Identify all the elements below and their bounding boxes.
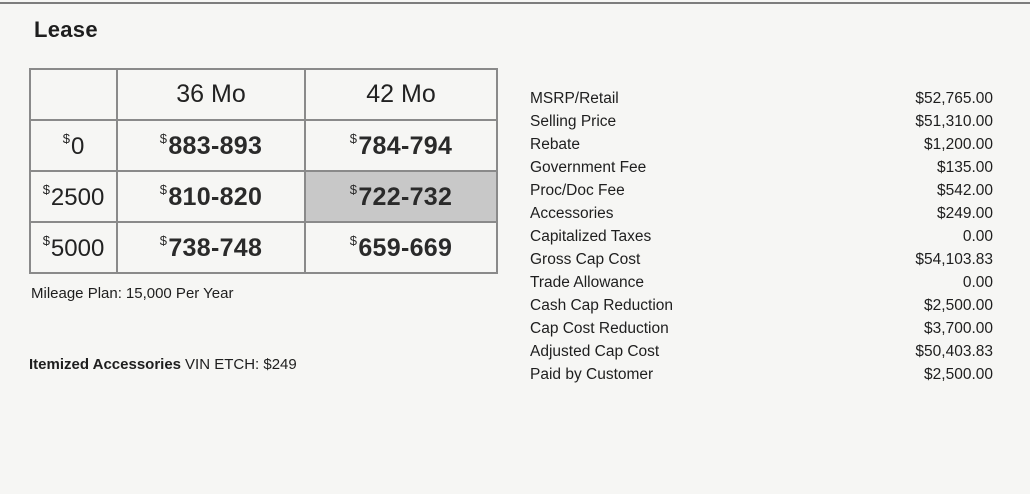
summary-row: [530, 363, 993, 386]
summary-value: $135.00: [936, 159, 993, 176]
summary-value: $2,500.00: [924, 297, 993, 314]
summary-row: [530, 271, 993, 294]
summary-row: [530, 225, 993, 248]
summary-row: [530, 110, 993, 133]
down-payment-cell: [30, 171, 117, 222]
summary-label: Paid by Customer: [530, 366, 654, 383]
payment-range: 738-748: [168, 233, 263, 262]
summary-label: Capitalized Taxes: [530, 228, 652, 245]
cost-summary: [530, 87, 993, 386]
dollar-sign: $: [62, 130, 70, 146]
mileage-plan: [31, 285, 237, 302]
itemized-accessories: [29, 356, 297, 373]
summary-value: $50,403.83: [915, 343, 993, 360]
summary-label: Gross Cap Cost: [530, 251, 641, 268]
summary-row: [530, 87, 993, 110]
mileage-plan-label: Mileage Plan:: [31, 285, 122, 302]
payment-cell-42-mo-highlighted: [305, 171, 497, 222]
summary-row: [530, 179, 993, 202]
dollar-sign: $: [349, 130, 358, 146]
table-header-row: [30, 69, 497, 120]
summary-value: $542.00: [936, 182, 993, 199]
lease-payment-table: [29, 68, 498, 274]
summary-row: [530, 248, 993, 271]
itemized-accessories-label: Itemized Accessories: [29, 356, 182, 373]
dollar-sign: $: [159, 130, 168, 146]
summary-row: [530, 294, 993, 317]
header-cell-empty: [30, 69, 117, 120]
itemized-accessories-value: VIN ETCH: $249: [185, 356, 297, 373]
page-title: Lease: [34, 17, 98, 42]
payment-range: 784-794: [358, 131, 453, 160]
table-row: [30, 171, 497, 222]
header-cell-42-mo: 42 Mo: [305, 69, 497, 120]
summary-row: [530, 156, 993, 179]
dollar-sign: $: [159, 181, 168, 197]
payment-cell-36-mo: [117, 120, 305, 171]
summary-value: $52,765.00: [915, 90, 993, 107]
summary-row: [530, 202, 993, 225]
summary-label: Cash Cap Reduction: [530, 297, 674, 314]
summary-row: [530, 317, 993, 340]
summary-label: Proc/Doc Fee: [530, 182, 625, 199]
dollar-sign: $: [159, 232, 168, 248]
summary-label: Rebate: [530, 136, 580, 153]
summary-label: Cap Cost Reduction: [530, 320, 669, 337]
summary-value: 0.00: [962, 274, 993, 291]
summary-value: $249.00: [936, 205, 993, 222]
payment-cell-36-mo: [117, 171, 305, 222]
down-payment-cell: [30, 120, 117, 171]
summary-label: Adjusted Cap Cost: [530, 343, 660, 360]
down-payment-value: 5000: [50, 234, 105, 262]
top-divider: [0, 2, 1030, 4]
summary-row: [530, 340, 993, 363]
summary-label: MSRP/Retail: [530, 90, 619, 107]
down-payment-cell: [30, 222, 117, 273]
dollar-sign: $: [349, 181, 358, 197]
summary-label: Government Fee: [530, 159, 647, 176]
summary-value: $51,310.00: [915, 113, 993, 130]
payment-cell-42-mo: [305, 120, 497, 171]
summary-value: $54,103.83: [915, 251, 993, 268]
payment-range: 659-669: [358, 233, 453, 262]
payment-cell-42-mo: [305, 222, 497, 273]
header-cell-36-mo: 36 Mo: [117, 69, 305, 120]
payment-range: 883-893: [168, 131, 263, 160]
payment-range: 722-732: [358, 182, 453, 211]
down-payment-value: 2500: [50, 183, 105, 211]
summary-label: Selling Price: [530, 113, 617, 130]
summary-row: [530, 133, 993, 156]
summary-value: 0.00: [962, 228, 993, 245]
payment-cell-36-mo: [117, 222, 305, 273]
dollar-sign: $: [42, 232, 50, 248]
summary-value: $2,500.00: [924, 366, 993, 383]
summary-value: $1,200.00: [924, 136, 993, 153]
mileage-plan-value: 15,000 Per Year: [125, 285, 234, 302]
down-payment-value: 0: [70, 132, 85, 160]
table-row: [30, 120, 497, 171]
payment-range: 810-820: [168, 182, 263, 211]
summary-label: Trade Allowance: [530, 274, 645, 291]
dollar-sign: $: [349, 232, 358, 248]
dollar-sign: $: [42, 181, 50, 197]
summary-value: $3,700.00: [924, 320, 993, 337]
summary-label: Accessories: [530, 205, 614, 222]
table-row: [30, 222, 497, 273]
